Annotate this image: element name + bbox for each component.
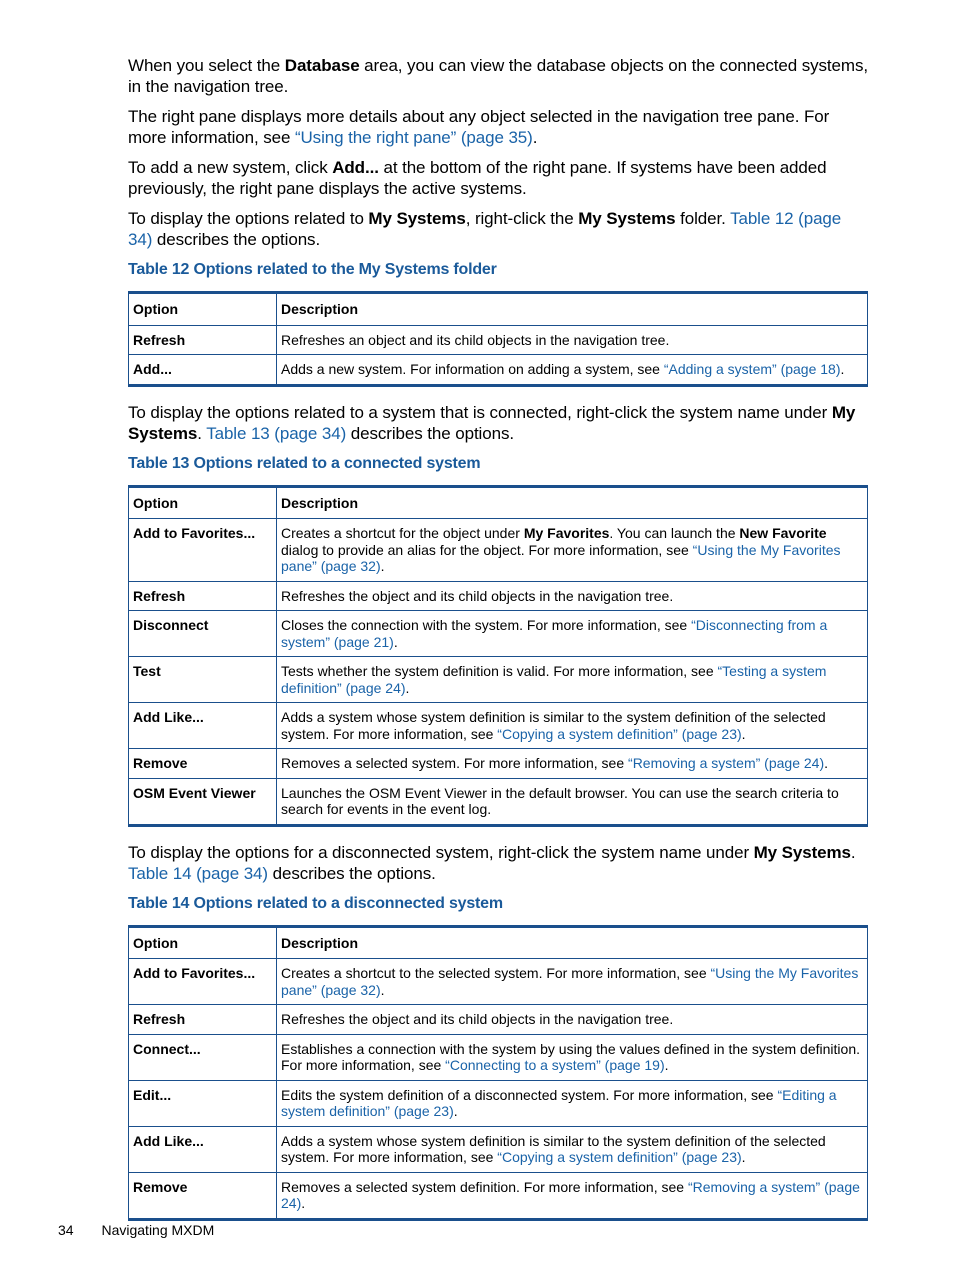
table-13-caption: Table 13 Options related to a connected system <box>128 454 481 472</box>
cross-reference-link[interactable]: Table 13 (page 34) <box>206 423 347 443</box>
body-paragraph <box>128 106 868 148</box>
bold-text: My Favorites <box>523 525 610 541</box>
table-row <box>129 355 868 386</box>
option-cell: Refresh <box>129 581 277 611</box>
description-cell <box>277 581 868 611</box>
text-run: Adds a system whose system definition is similar to the system definition of the selected system. For more information, see <box>281 1132 826 1165</box>
description-cell <box>277 611 868 657</box>
option-cell: OSM Event Viewer <box>129 778 277 825</box>
cross-reference-link[interactable]: “Adding a system” (page 18) <box>663 361 841 377</box>
text-run: , right-click the <box>465 209 579 228</box>
table-row <box>129 657 868 703</box>
text-run: Launches the OSM Event Viewer in the default browser. You can use the search criteria to search for events in the event log. <box>281 784 839 817</box>
text-run: To display the options for a disconnected system, right-click the system name under <box>128 842 754 862</box>
text-run: When you select the <box>128 56 285 75</box>
text-run: Removes a selected system definition. For more information, see <box>281 1178 688 1195</box>
text-run: Removes a selected system. For more information, see <box>281 755 629 771</box>
table-row <box>129 581 868 611</box>
table-row <box>129 749 868 779</box>
description-cell <box>277 703 868 749</box>
text-run: Tests whether the system definition is valid. For more information, see <box>281 663 718 679</box>
table-row <box>129 703 868 749</box>
text-run: . <box>664 1057 669 1073</box>
cross-reference-link[interactable]: “Removing a system” (page 24) <box>281 1178 860 1211</box>
table-row <box>129 611 868 657</box>
text-run: Creates a shortcut to the selected system. For more information, see <box>281 965 711 981</box>
body-paragraph <box>128 208 868 250</box>
description-cell <box>277 1080 868 1126</box>
table-row <box>129 1005 868 1035</box>
table-header-row <box>129 486 868 519</box>
table-14 <box>128 925 868 1221</box>
text-run: The right pane displays more details about any object selected in the navigation tree pane. For more information, see <box>128 107 830 147</box>
text-run: Refreshes an object and its child objects in the navigation tree. <box>281 331 670 348</box>
description-cell <box>277 1034 868 1080</box>
text-run: . <box>393 633 398 650</box>
cross-reference-link[interactable]: “Using the right pane” (page 35) <box>294 128 533 147</box>
text-run: To display the options related to a system that is connected, right-click the system name under <box>128 402 832 422</box>
text-run: . <box>380 558 385 574</box>
text-run: . <box>741 725 746 742</box>
description-cell <box>277 778 868 825</box>
section-name: Navigating MXDM <box>101 1222 215 1238</box>
text-run: . You can launch the <box>609 525 740 541</box>
bold-text: My Systems <box>128 402 856 443</box>
column-header-description: Description <box>277 926 868 959</box>
text-run: . <box>532 128 538 147</box>
text-run: . <box>840 361 845 377</box>
text-run: Creates a shortcut for the object under <box>281 525 524 541</box>
page-number: 34 <box>58 1222 74 1238</box>
bold-text: Add... <box>332 158 379 177</box>
option-cell: Add Like... <box>129 1126 277 1172</box>
bold-text: New Favorite <box>739 525 827 541</box>
column-header-option: Option <box>129 486 277 519</box>
description-cell <box>277 749 868 779</box>
text-run: Adds a new system. For information on adding a system, see <box>281 361 664 377</box>
cross-reference-link[interactable]: “Using the My Favorites pane” (page 32) <box>281 965 859 998</box>
cross-reference-link[interactable]: “Connecting to a system” (page 19) <box>445 1057 665 1073</box>
page-footer <box>58 1222 214 1238</box>
text-run: . <box>824 755 828 771</box>
option-cell: Add... <box>129 355 277 386</box>
text-run: Edits the system definition of a disconnected system. For more information, see <box>281 1086 778 1103</box>
bold-text: My Systems <box>368 209 466 228</box>
description-cell <box>277 355 868 386</box>
option-cell: Edit... <box>129 1080 277 1126</box>
text-run: describes the options. <box>267 863 436 883</box>
cross-reference-link[interactable]: Table 14 (page 34) <box>128 863 268 883</box>
table-12 <box>128 291 868 387</box>
option-cell: Remove <box>129 749 277 779</box>
text-run: . <box>453 1103 458 1119</box>
description-cell <box>277 519 868 582</box>
cross-reference-link[interactable]: “Using the My Favorites pane” (page 32) <box>281 541 841 574</box>
text-run: Refreshes the object and its child objects in the navigation tree. <box>281 587 674 604</box>
text-run: Closes the connection with the system. For more information, see <box>281 617 692 633</box>
text-run: Establishes a connection with the system by using the values defined in the system definition. For more information, see <box>281 1040 860 1073</box>
option-cell: Test <box>129 657 277 703</box>
text-run: Adds a system whose system definition is similar to the system definition of the selected system. For more information, see <box>281 709 826 742</box>
cross-reference-link[interactable]: “Copying a system definition” (page 23) <box>497 725 742 742</box>
text-run: To add a new system, click <box>128 158 333 177</box>
intro-paragraphs <box>128 55 868 250</box>
table-row <box>129 1080 868 1126</box>
text-run: describes the options. <box>152 230 321 249</box>
text-run: . <box>741 1149 746 1165</box>
cross-reference-link[interactable]: “Removing a system” (page 24) <box>628 755 825 771</box>
cross-reference-link[interactable]: Table 12 (page 34) <box>128 209 842 249</box>
text-run: Refreshes the object and its child objects in the navigation tree. <box>281 1011 674 1027</box>
column-header-option: Option <box>129 293 277 326</box>
option-cell: Connect... <box>129 1034 277 1080</box>
text-run: To display the options related to <box>128 209 369 228</box>
table-row <box>129 778 868 825</box>
cross-reference-link[interactable]: “Disconnecting from a system” (page 21) <box>281 617 828 650</box>
table-row <box>129 325 868 355</box>
text-run: describes the options. <box>346 423 514 443</box>
text-run: folder. <box>675 209 731 228</box>
bold-text: My Systems <box>578 209 676 228</box>
cross-reference-link[interactable]: “Copying a system definition” (page 23) <box>497 1149 742 1165</box>
text-run: at the bottom of the right pane. If systems have been added previously, the right pane displays the active systems. <box>128 158 827 198</box>
table-row <box>129 959 868 1005</box>
bold-text: Database <box>284 56 360 75</box>
option-cell: Remove <box>129 1172 277 1219</box>
table-row <box>129 1126 868 1172</box>
body-paragraph <box>128 55 868 97</box>
text-run: . <box>197 423 207 443</box>
bold-text: My Systems <box>753 842 851 862</box>
option-cell: Refresh <box>129 325 277 355</box>
text-run: . <box>850 842 856 862</box>
paragraph-connected <box>128 402 868 444</box>
text-run: . <box>380 981 385 998</box>
description-cell <box>277 1172 868 1219</box>
option-cell: Refresh <box>129 1005 277 1035</box>
table-12-caption: Table 12 Options related to the My Systems folder <box>128 261 497 278</box>
table-row <box>129 1172 868 1219</box>
text-run: . <box>405 679 410 696</box>
option-cell: Disconnect <box>129 611 277 657</box>
description-cell <box>277 1126 868 1172</box>
option-cell: Add to Favorites... <box>129 519 277 582</box>
table-14-caption: Table 14 Options related to a disconnected system <box>128 894 503 912</box>
page-content <box>128 55 868 1236</box>
text-run: . <box>301 1195 306 1211</box>
paragraph-disconnected <box>128 842 868 884</box>
option-cell: Add to Favorites... <box>129 959 277 1005</box>
body-paragraph <box>128 157 868 199</box>
table-row <box>129 519 868 582</box>
description-cell <box>277 1005 868 1035</box>
cross-reference-link[interactable]: “Editing a system definition” (page 23) <box>281 1086 837 1119</box>
cross-reference-link[interactable]: “Testing a system definition” (page 24) <box>281 663 827 696</box>
description-cell <box>277 657 868 703</box>
table-13 <box>128 485 868 827</box>
table-header-row <box>129 293 868 326</box>
table-row <box>129 1034 868 1080</box>
description-cell <box>277 959 868 1005</box>
column-header-option: Option <box>129 926 277 959</box>
text-run: area, you can view the database objects on the connected systems, in the navigation tree. <box>128 56 868 96</box>
option-cell: Add Like... <box>129 703 277 749</box>
column-header-description: Description <box>277 486 868 519</box>
description-cell <box>277 325 868 355</box>
text-run: dialog to provide an alias for the object. For more information, see <box>281 541 693 558</box>
column-header-description: Description <box>277 293 868 326</box>
table-header-row <box>129 926 868 959</box>
